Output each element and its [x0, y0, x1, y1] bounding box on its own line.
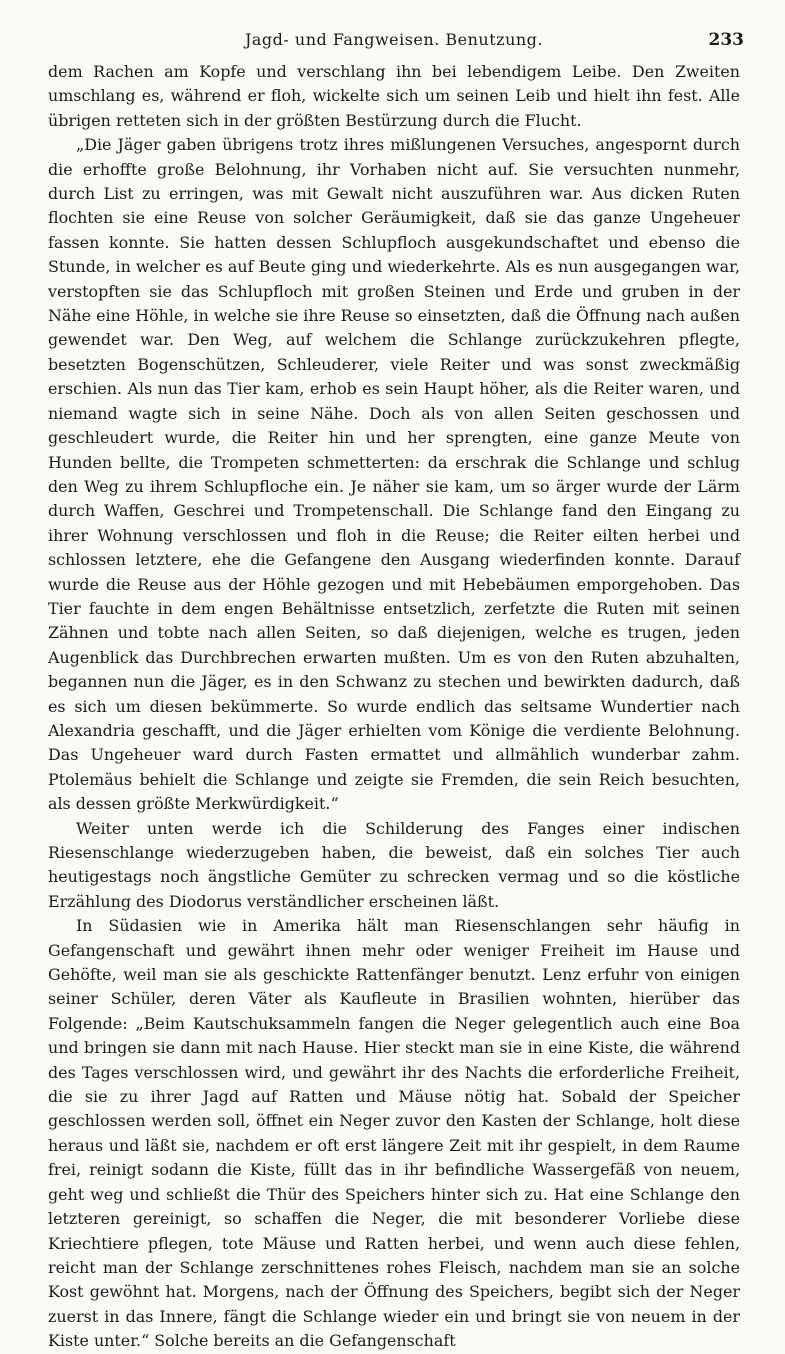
- page: [48, 30, 744, 1354]
- paragraph: In Südasien wie in Amerika hält man Riesenschlangen sehr häufig in Gefangenschaft und gewährt ihnen mehr oder weniger Freiheit im Hause und Gehöfte, weil man sie als geschickte Rattenfänger benutzt. Lenz erfuhr von einigen seiner Schüler, deren Väter als Kaufleute in Brasilien wohnten, hierüber das Folgende: „Beim Kautschuksammeln fangen die Neger gelegentlich auch eine Boa und bringen sie dann mit nach Hause. Hier steckt man sie in eine Kiste, die während des Tages verschlossen wird, und gewährt ihr des Nachts die erforderliche Freiheit, die sie zu ihrer Jagd auf Ratten und Mäuse nötig hat. Sobald der Speicher geschlossen werden soll, öffnet ein Neger zuvor den Kasten der Schlange, holt diese heraus und läßt sie, nachdem er oft erst längere Zeit mit ihr gespielt, in dem Raume frei, reinigt sodann die Kiste, füllt das in ihr befindliche Wassergefäß von neuem, geht weg und schließt die Thür des Speichers hinter sich zu. Hat eine Schlange den letzteren gereinigt, so schaffen die Neger, die mit besonderer Vorliebe diese Kriechtiere pflegen, tote Mäuse und Ratten herbei, und wenn auch diese fehlen, reicht man der Schlange zerschnittenes rohes Fleisch, nachdem man sie an solche Kost gewöhnt hat. Morgens, nach der Öffnung des Speichers, begibt sich der Neger zuerst in das Innere, fängt die Schlange wieder ein und bringt sie von neuem in der Kiste unter.“ Solche bereits an die Gefangenschaft: [48, 916, 740, 1351]
- running-title: Jagd- und Fangweisen. Benutzung.: [244, 30, 544, 49]
- paragraph: „Die Jäger gaben übrigens trotz ihres mißlungenen Versuches, angespornt durch die erhoffte große Belohnung, ihr Vorhaben nicht auf. Sie versuchten nunmehr, durch List zu erringen, was mit Gewalt nicht auszuführen war. Aus dicken Ruten flochten sie eine Reuse von solcher Geräumigkeit, daß sie das ganze Ungeheuer fassen konnte. Sie hatten dessen Schlupfloch ausgekundschaftet und ebenso die Stunde, in welcher es auf Beute ging und wiederkehrte. Als es nun ausgegangen war, verstopften sie das Schlupfloch mit großen Steinen und Erde und gruben in der Nähe eine Höhle, in welche sie ihre Reuse so einsetzten, daß die Öffnung nach außen gewendet war. Den Weg, auf welchem die Schlange zurückzukehren pflegte, besetzten Bogenschützen, Schleuderer, viele Reiter und was sonst zweckmäßig erschien. Als nun das Tier kam, erhob es sein Haupt höher, als die Reiter waren, und niemand wagte sich in seine Nähe. Doch als von allen Seiten geschossen und geschleudert wurde, die Reiter hin und her sprengten, eine ganze Meute von Hunden bellte, die Trompeten schmetterten: da erschrak die Schlange und schlug den Weg zu ihrem Schlupfloche ein. Je näher sie kam, um so ärger wurde der Lärm durch Waffen, Geschrei und Trompetenschall. Die Schlange fand den Eingang zu ihrer Wohnung verschlossen und floh in die Reuse; die Reiter eilten herbei und schlossen letztere, ehe die Gefangene den Ausgang wiederfinden konnte. Darauf wurde die Reuse aus der Höhle gezogen und mit Hebebäumen emporgehoben. Das Tier fauchte in dem engen Behältnisse entsetzlich, zerfetzte die Ruten mit seinen Zähnen und tobte nach allen Seiten, so daß diejenigen, welche es trugen, jeden Augenblick das Durchbrechen erwarten mußten. Um es von den Ruten abzuhalten, begannen nun die Jäger, es in den Schwanz zu stechen und bewirkten dadurch, daß es sich um diesen bekümmerte. So wurde endlich das seltsame Wundertier nach Alexandria geschafft, und die Jäger erhielten vom Könige die verdiente Belohnung. Das Ungeheuer ward durch Fasten ermattet und allmählich wunderbar zahm. Ptolemäus behielt die Schlange und zeigte sie Fremden, die sein Reich besuchten, als dessen größte Merkwürdigkeit.“: [48, 135, 740, 814]
- paragraph: Weiter unten werde ich die Schilderung des Fanges einer indischen Riesenschlange wiederzugeben haben, die beweist, daß ein solches Tier auch heutigestags noch ängstliche Gemüter zu schrecken vermag und so die köstliche Erzählung des Diodorus verständlicher erscheinen läßt.: [48, 818, 740, 911]
- paragraph: dem Rachen am Kopfe und verschlang ihn bei lebendigem Leibe. Den Zweiten umschlang es, während er floh, wickelte sich um seinen Leib und hielt ihn fest. Alle übrigen retteten sich in der größten Bestürzung durch die Flucht.: [48, 62, 740, 130]
- page-header: [48, 30, 744, 64]
- body-text: [48, 60, 740, 1354]
- page-number: 233: [708, 30, 744, 50]
